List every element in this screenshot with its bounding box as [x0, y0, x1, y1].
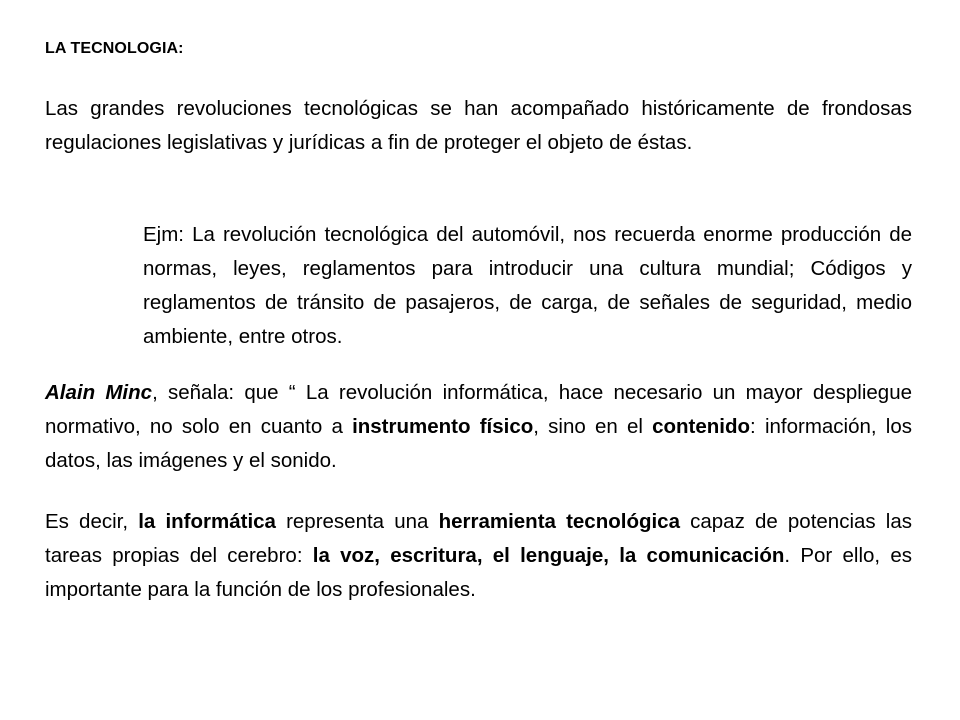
paragraph-example: Ejm: La revolución tecnológica del automóvil, nos recuerda enorme producción de normas, leyes, reglamentos para introducir una cultura mundial; Códigos y reglamentos de tránsito de pasajeros, de carga, de señales de seguridad, medio ambiente, entre otros. — [143, 223, 912, 348]
conclusion-text-2: representa una — [275, 510, 439, 533]
emphasis-herramienta: herramienta tecnológica — [438, 510, 680, 533]
paragraph-intro: Las grandes revoluciones tecnológicas se han acompañado históricamente de frondosas regulaciones legislativas y jurídicas a fin de proteger el objeto de éstas. — [45, 97, 912, 154]
paragraph-conclusion — [45, 505, 912, 607]
paragraph-quote — [45, 376, 912, 478]
slide-heading: LA TECNOLOGIA: — [45, 40, 184, 57]
emphasis-contenido: contenido — [652, 415, 751, 438]
conclusion-text-4: . Por ello, es importante para la función de los profesionales. — [45, 544, 912, 601]
emphasis-instrumento: instrumento físico — [352, 415, 534, 438]
conclusion-text-1: Es decir, — [45, 510, 139, 533]
quote-text-3: : información, los datos, las imágenes y el sonido. — [45, 415, 913, 472]
emphasis-informatica: la informática — [138, 510, 276, 533]
conclusion-text-3: capaz de potencias las tareas propias del cerebro: — [45, 510, 913, 567]
quote-text-2: , sino en el — [533, 415, 653, 438]
quote-text-1: , señala: que “ La revolución informática, hace necesario un mayor despliegue normativo, no solo en cuanto a — [45, 381, 912, 438]
emphasis-cerebro: la voz, escritura, el lenguaje, la comunicación — [312, 544, 785, 567]
author-name: Alain Minc — [45, 381, 153, 404]
